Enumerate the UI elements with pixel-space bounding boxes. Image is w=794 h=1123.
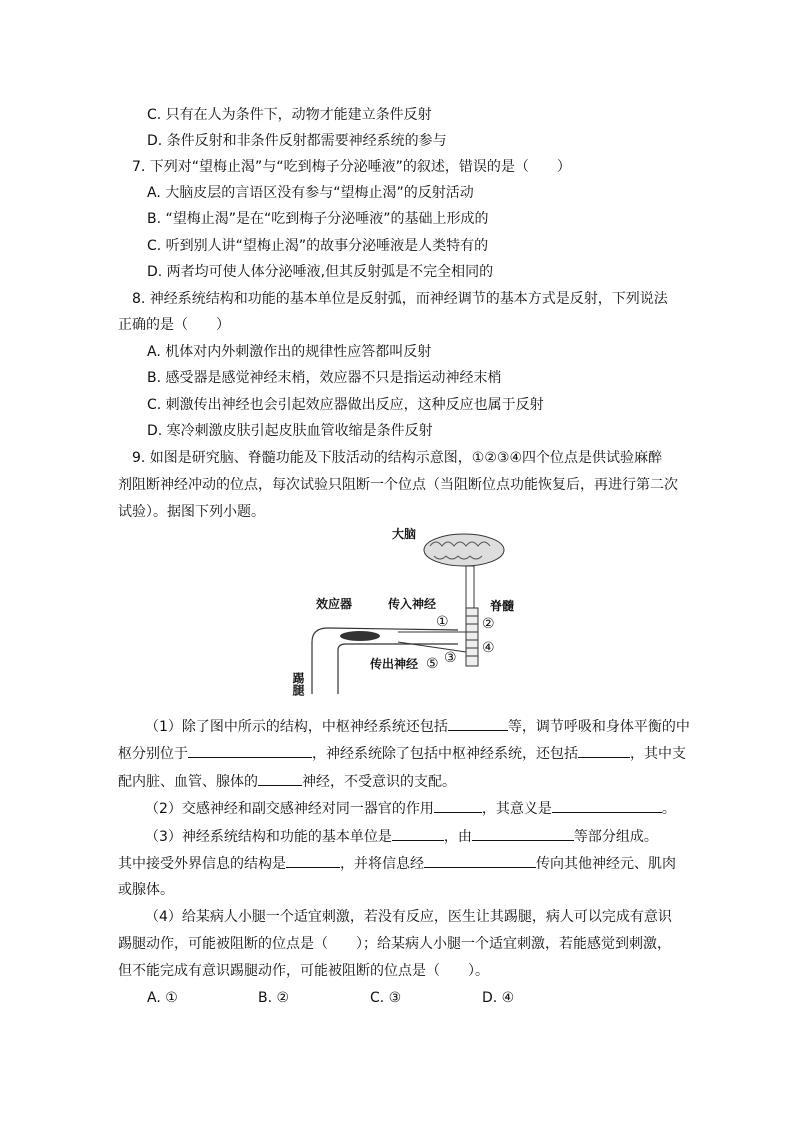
q7-option-c: C. 听到别人讲“望梅止渴”的故事分泌唾液是人类特有的 — [147, 238, 489, 254]
blank-10[interactable] — [424, 853, 536, 868]
point-4: ④ — [482, 640, 495, 656]
blank-6[interactable] — [552, 798, 662, 813]
q9-option-b[interactable]: B. ② — [258, 990, 290, 1006]
q9-sub3-text-d: 其中接受外界信息的结构是 — [118, 856, 286, 872]
q6-option-d: D. 条件反射和非条件反射都需要神经系统的参与 — [147, 133, 447, 149]
q9-stem-line2: 剂阻断神经冲动的位点，每次试验只阻断一个位点（当阻断位点功能恢复后，再进行第二次 — [118, 477, 678, 493]
q8-stem-line1: 8. 神经系统结构和功能的基本单位是反射弧，而神经调节的基本方式是反射，下列说法 — [132, 291, 668, 307]
blank-1[interactable] — [448, 716, 508, 731]
q8-stem-line2: 正确的是（ ） — [118, 317, 230, 333]
q8-option-a: A. 机体对内外刺激作出的规律性应答都叫反射 — [147, 344, 432, 360]
q9-option-d[interactable]: D. ④ — [482, 990, 515, 1006]
label-spinal-cord: 脊髓 — [490, 599, 515, 613]
label-effector: 效应器 — [316, 597, 353, 611]
blank-2[interactable] — [188, 743, 312, 758]
q9-option-a[interactable]: A. ① — [147, 990, 178, 1006]
q9-sub1-text-e: ，其中支 — [630, 746, 686, 762]
q8-option-c: C. 刺激传出神经也会引起效应器做出反应，这种反应也属于反射 — [147, 397, 544, 413]
q9-sub1-text-c: 枢分别位于 — [118, 746, 188, 762]
blank-5[interactable] — [434, 798, 482, 813]
q9-sub2-text-b: ，其意义是 — [481, 801, 552, 817]
q8-option-d: D. 寒冷刺激皮肤引起皮肤血管收缩是条件反射 — [147, 423, 433, 439]
q9-sub3-text-c: 等部分组成。 — [573, 829, 658, 845]
label-efferent-nerve: 传出神经 — [370, 657, 419, 671]
q9-sub1-text-d: ，神经系统除了包括中枢神经系统，还包括 — [312, 746, 578, 762]
spinal-cord-drawing — [466, 566, 478, 666]
label-brain: 大脑 — [392, 527, 417, 541]
q9-sub3-line1 — [145, 826, 658, 847]
q9-sub1-text-b: 等，调节呼吸和身体平衡的中 — [507, 719, 690, 735]
q9-sub2-text-c: 。 — [661, 801, 676, 817]
q6-option-c: C. 只有在人为条件下，动物才能建立条件反射 — [147, 107, 432, 123]
q8-option-b: B. 感受器是感觉神经末梢，效应器不只是指运动神经末梢 — [147, 370, 502, 386]
q9-sub4-line1: （4）给某病人小腿一个适宜刺激，若没有反应，医生让其踢腿，病人可以完成有意识 — [145, 909, 672, 925]
label-leg: 踢腿 — [291, 672, 305, 696]
q9-sub1-text-f: 配内脏、血管、腺体的 — [118, 774, 258, 790]
q9-stem-line1: 9. 如图是研究脑、脊髓功能及下肢活动的结构示意图，①②③④四个位点是供试验麻醉 — [132, 450, 663, 466]
point-1: ① — [436, 614, 449, 630]
q9-sub4-line3: 但不能完成有意识踢腿动作，可能被阻断的位点是（ ）。 — [118, 963, 489, 979]
q9-sub1-text-g: 神经，不受意识的支配。 — [302, 774, 456, 790]
label-afferent-nerve: 传入神经 — [388, 597, 437, 611]
point-5: ⑤ — [426, 656, 439, 672]
blank-4[interactable] — [258, 771, 302, 786]
q7-option-a: A. 大脑皮层的言语区没有参与“望梅止渴”的反射活动 — [147, 185, 474, 201]
q7-option-d: D. 两者均可使人体分泌唾液,但其反射弧是不完全相同的 — [147, 264, 494, 280]
blank-8[interactable] — [472, 826, 574, 841]
q9-sub3-line2 — [118, 853, 676, 874]
blank-7[interactable] — [392, 826, 444, 841]
q9-stem-line3: 试验）。据图下列小题。 — [118, 504, 265, 520]
q9-sub3-text-a: （3）神经系统结构和功能的基本单位是 — [145, 829, 392, 845]
q9-sub1-line1 — [145, 716, 690, 737]
q9-option-c[interactable]: C. ③ — [370, 990, 402, 1006]
q7-stem: 7. 下列对“望梅止渴”与“吃到梅子分泌唾液”的叙述，错误的是（ ） — [132, 159, 571, 175]
q9-sub2-line1 — [145, 798, 676, 819]
point-2: ② — [482, 616, 495, 632]
q7-option-b: B. “望梅止渴”是在“吃到梅子分泌唾液”的基础上形成的 — [147, 211, 489, 227]
blank-9[interactable] — [286, 853, 340, 868]
q9-sub3-text-e: ，并将信息经 — [340, 856, 424, 872]
blank-3[interactable] — [578, 743, 630, 758]
point-3: ③ — [444, 650, 457, 666]
reflex-arc-diagram — [291, 522, 528, 696]
q9-sub3-text-f: 传向其他神经元、肌肉 — [536, 856, 676, 872]
q9-sub4-line2: 踢腿动作，可能被阻断的位点是（ ）；给某病人小腿一个适宜刺激，若能感觉到刺激， — [118, 936, 671, 952]
q9-sub1-line2 — [118, 743, 686, 764]
q9-sub2-text-a: （2）交感神经和副交感神经对同一器官的作用 — [145, 801, 434, 817]
brain-drawing — [424, 534, 504, 566]
q9-sub3-text-b: ，由 — [443, 829, 472, 845]
q9-sub1-line3 — [118, 771, 456, 792]
q9-sub1-text-a: （1）除了图中所示的结构，中枢神经系统还包括 — [145, 719, 448, 735]
q9-sub3-line3: 或腺体。 — [118, 882, 174, 898]
reflex-arc-figure — [291, 522, 528, 696]
